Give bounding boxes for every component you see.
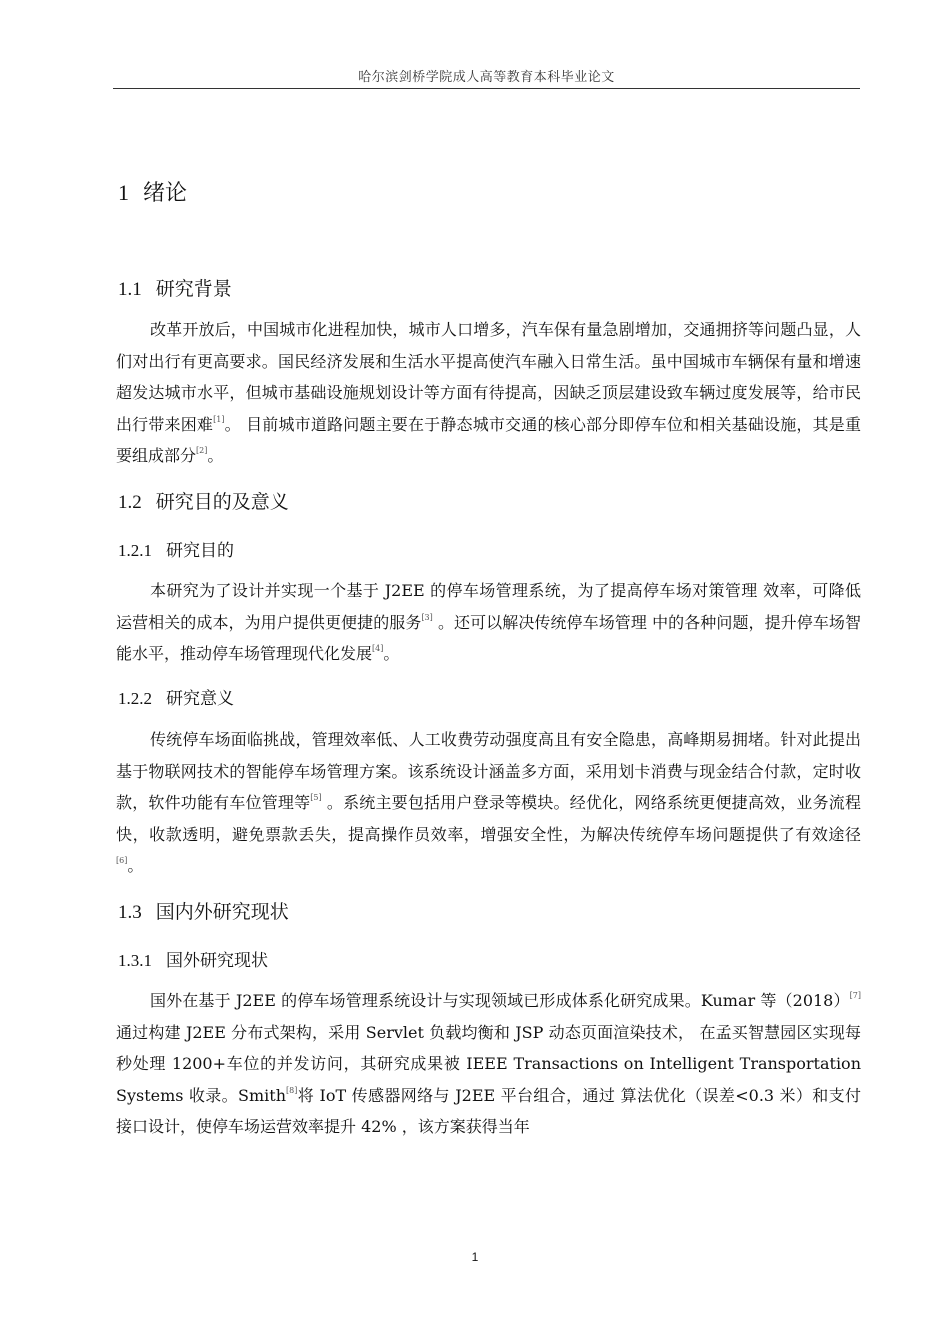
page-number: 1 xyxy=(471,1250,479,1264)
citation-8: [8] xyxy=(286,1085,298,1095)
citation-3: [3] xyxy=(421,612,433,622)
citation-5: [5] xyxy=(310,793,322,802)
paragraph-background xyxy=(116,314,861,472)
citation-7: [7] xyxy=(849,991,861,1000)
section-number: 1.2 xyxy=(118,492,142,513)
subsection-number: 1.2.1 xyxy=(118,541,152,560)
citation-4: [4] xyxy=(372,644,384,653)
text: 。系统主要包括用户登录等模块。经优化，网络系统更便捷高效，业务流程快，收款透明，避免票款丢失，提高操作员效率，增强安全性，为解决传统停车场问题提供了有效途径 xyxy=(116,793,861,844)
section-number: 1.3 xyxy=(118,902,142,923)
paragraph-foreign-research xyxy=(116,985,861,1143)
header-divider xyxy=(113,88,860,89)
section-number: 1.1 xyxy=(118,279,142,300)
citation-2: [2] xyxy=(196,446,208,455)
citation-1: [1] xyxy=(213,414,225,424)
section-heading-1-1 xyxy=(118,274,232,301)
subsection-title: 研究意义 xyxy=(166,689,234,709)
text: 传统停车场面临挑战，管理效率低、人工收费劳动强度高且有安全隐患，高峰期易拥堵。针对此提出基于物联网技术的智能停车场管理方案。该系统设计涵盖多方面，采用划卡消费与现金结合付款，定时收款，软件功能有车位管理等 xyxy=(116,730,861,812)
subsection-heading-1-3-1 xyxy=(118,946,268,971)
text: 。 xyxy=(207,446,224,465)
paragraph-purpose xyxy=(116,575,861,670)
chapter-title: 绪论 xyxy=(143,181,188,206)
section-heading-1-2 xyxy=(118,487,289,514)
text: 。 xyxy=(383,644,400,663)
text: 。 目前城市道路问题主要在于静态城市交通的核心部分即停车位和相关基础设施，其是重要组成部分 xyxy=(116,414,861,465)
subsection-title: 国外研究现状 xyxy=(166,951,268,971)
chapter-heading xyxy=(118,176,187,207)
text: 将 IoT 传感器网络与 J2EE 平台组合，通过 算法优化（误差<0.3 米）和支付接口设计，使停车场运营效率提升 42% ，该方案获得当年 xyxy=(116,1085,861,1136)
section-title: 研究目的及意义 xyxy=(155,491,289,513)
section-heading-1-3 xyxy=(118,897,289,924)
subsection-number: 1.2.2 xyxy=(118,689,152,708)
text: 。还可以解决传统停车场管理 中的各种问题，提升停车场智能水平，推动停车场管理现代化发展 xyxy=(116,612,861,663)
subsection-number: 1.3.1 xyxy=(118,951,152,970)
page-header: 哈尔滨剑桥学院成人高等教育本科毕业论文 xyxy=(358,70,615,85)
citation-6: [6] xyxy=(116,856,128,865)
section-title: 国内外研究现状 xyxy=(155,901,289,923)
chapter-number: 1 xyxy=(118,180,129,205)
text: 通过构建 J2EE 分布式架构，采用 Servlet 负载均衡和 JSP 动态页面渲染技术， 在孟买智慧园区实现每秒处理 1200+车位的并发访问，其研究成果被 IEEE Transactions on Intelligent Transportation Systems 收录。Smith xyxy=(116,1022,861,1105)
paragraph-significance xyxy=(116,724,861,882)
section-title: 研究背景 xyxy=(155,278,232,300)
subsection-title: 研究目的 xyxy=(166,541,234,561)
subsection-heading-1-2-1 xyxy=(118,536,234,561)
text: 国外在基于 J2EE 的停车场管理系统设计与实现领域已形成体系化研究成果。Kumar 等（2018） xyxy=(150,991,850,1010)
subsection-heading-1-2-2 xyxy=(118,684,234,709)
text: 。 xyxy=(127,856,144,875)
text: 改革开放后，中国城市化进程加快，城市人口增多，汽车保有量急剧增加，交通拥挤等问题凸显，人们对出行有更高要求。国民经济发展和生活水平提高使汽车融入日常生活。虽中国城市车辆保有量和增速超发达城市水平，但城市基础设施规划设计等方面有待提高，因缺乏顶层建设致车辆过度发展等，给市民出行带来困难 xyxy=(116,320,861,434)
text: 本研究为了设计并实现一个基于 J2EE 的停车场管理系统，为了提高停车场对策管理 效率，可降低运营相关的成本，为用户提供更便捷的服务 xyxy=(116,581,861,632)
